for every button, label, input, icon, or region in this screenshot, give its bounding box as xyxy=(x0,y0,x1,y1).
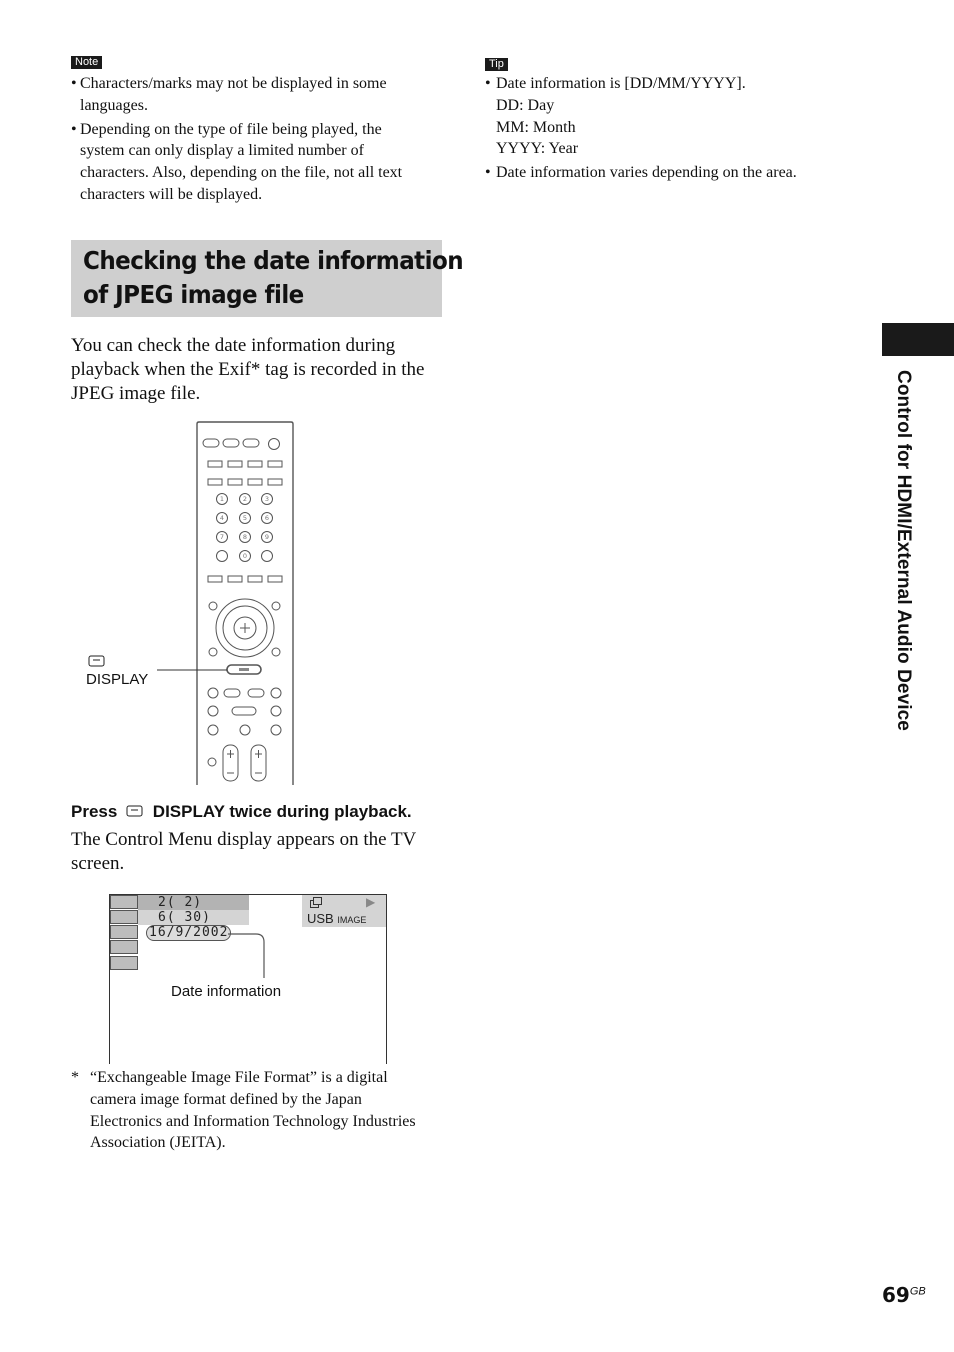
display-icon xyxy=(124,804,146,818)
power-button xyxy=(269,439,280,450)
remote-button xyxy=(208,758,216,766)
tip-list xyxy=(485,73,865,184)
osd-file-icon xyxy=(309,896,325,910)
page-number: $69^{GB}$ xyxy=(882,1283,926,1307)
key-label: 6 xyxy=(264,514,270,522)
date-callout-label: Date information xyxy=(171,983,282,1000)
tip-item-1: • Date information is [DD/MM/YYYY]. DD: Day MM: Month YYYY: Year xyxy=(485,75,746,158)
side-tab-label: Control for HDMI/External Audio Device xyxy=(893,370,914,731)
remote-button xyxy=(209,648,217,656)
remote-button xyxy=(209,602,217,610)
key-label: 4 xyxy=(219,514,225,522)
display-icon xyxy=(89,656,104,666)
bullet: • xyxy=(485,164,491,182)
osd-menu-icon xyxy=(110,925,138,939)
note-label: Note xyxy=(71,56,102,69)
key-label: 9 xyxy=(264,533,270,541)
key-label: 7 xyxy=(219,533,225,541)
key-label: 1 xyxy=(219,495,225,503)
footnote: * “Exchangeable Image File Format” is a digital camera image format defined by the Japan Electronics and Information Technology Industries Association (JEITA). xyxy=(71,1069,416,1152)
note-item-2: • Depending on the type of file being played, the system can only display a limited number of characters. Also, depending on the file, not all text characters will be displayed. xyxy=(71,120,403,203)
volume-marks xyxy=(227,750,234,773)
bullet: • xyxy=(71,75,77,92)
remote-button xyxy=(223,439,239,447)
remote-button xyxy=(272,602,280,610)
function-buttons-row1 xyxy=(208,461,282,467)
step-result: The Control Menu display appears on the TV screen. xyxy=(71,829,417,874)
tip-item-2: • Date information varies depending on the area. xyxy=(485,162,865,184)
note-list xyxy=(71,73,451,206)
osd-date: 16/9/2002 xyxy=(146,925,231,941)
bullet: • xyxy=(71,120,77,138)
section-heading-box xyxy=(71,240,464,317)
note-item-1: • Characters/marks may not be displayed in some languages. xyxy=(71,75,387,114)
remote-button xyxy=(272,648,280,656)
osd-menu-icon xyxy=(110,940,138,954)
transport-buttons xyxy=(208,688,281,735)
section-title: Checking the date information of JPEG image file xyxy=(83,246,464,309)
footnote-mark: * xyxy=(71,1069,79,1086)
intro-paragraph: You can check the date information during playback when the Exif* tag is recorded in the JPEG image file. xyxy=(71,335,425,404)
key-label: 8 xyxy=(242,533,248,541)
function-buttons-row2 xyxy=(208,479,282,485)
step-instruction: Press DISPLAY twice during playback. xyxy=(71,802,412,821)
key-label: 3 xyxy=(264,495,270,503)
osd-title-number: 2( 2) xyxy=(158,895,203,910)
bullet: • xyxy=(485,75,491,92)
osd-chapter-number: 6( 30) xyxy=(158,910,211,925)
display-label: DISPLAY xyxy=(86,671,149,688)
key-label: 2 xyxy=(242,495,248,503)
remote-illustration xyxy=(60,418,310,788)
osd-source: USB IMAGE xyxy=(307,911,367,926)
key-label: 0 xyxy=(242,552,248,560)
play-icon: ▶ xyxy=(366,895,376,909)
remote-button xyxy=(203,439,219,447)
date-callout-line xyxy=(228,930,268,980)
side-tab-marker xyxy=(882,323,954,356)
enter-cross xyxy=(240,623,250,633)
osd-menu-icon xyxy=(110,910,138,924)
tip-label: Tip xyxy=(485,58,508,71)
key-label: 5 xyxy=(242,514,248,522)
function-buttons-row3 xyxy=(208,576,282,582)
osd-menu-icon xyxy=(110,895,138,909)
channel-marks xyxy=(255,750,262,773)
remote-button xyxy=(243,439,259,447)
osd-menu-icon xyxy=(110,956,138,970)
